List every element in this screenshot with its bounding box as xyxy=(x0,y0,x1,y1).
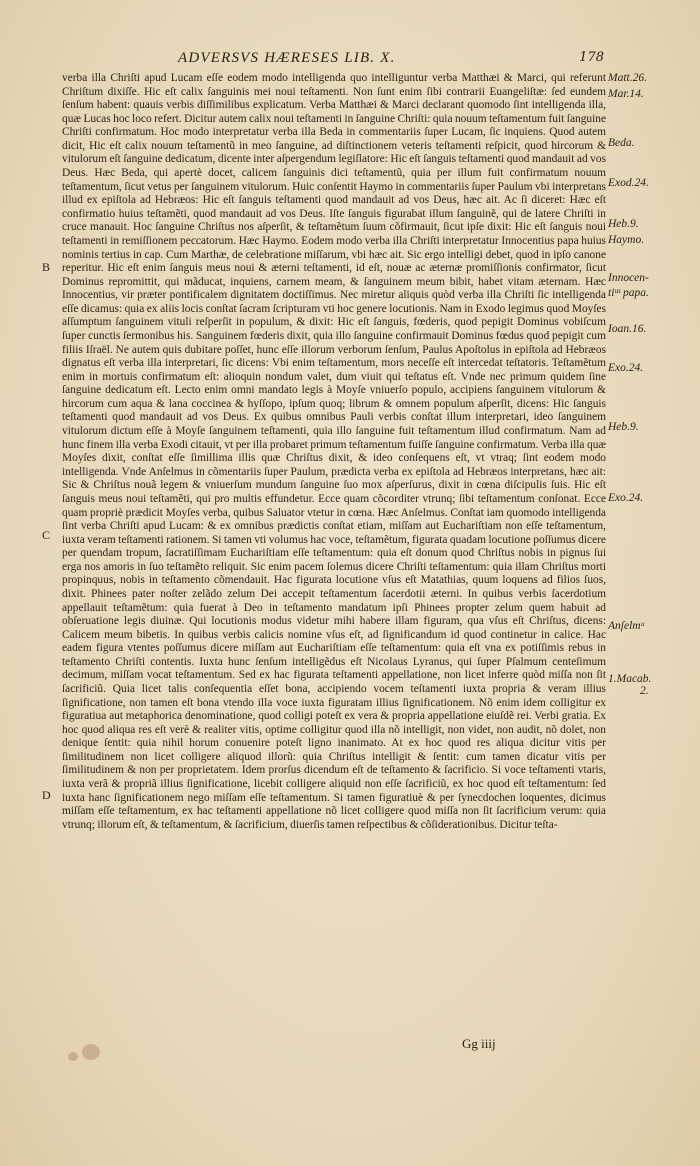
page-header xyxy=(150,50,620,70)
margin-note-innocentius: Innocen- xyxy=(608,272,649,284)
margin-note-macab-2: 2. xyxy=(640,685,649,697)
running-title: ADVERSVS HÆRESES LIB. X. xyxy=(178,50,396,66)
margin-note-haymo: Haymo. xyxy=(608,234,645,246)
margin-note-beda: Beda. xyxy=(608,137,635,149)
margin-note-exod: Exod.24. xyxy=(608,177,649,189)
body-text xyxy=(62,72,606,1032)
signature-mark: Gg iiij xyxy=(462,1036,496,1051)
margin-note-exo: Exo.24. xyxy=(608,362,644,374)
main-paragraph: verba illa Chriſti apud Lucam eſſe eodem modo intelligenda quo intelliguntur verba Matthæi & Marci, qui referunt Chriſtum dixiſſe. Hic eſt calix ſanguinis mei noui teſtamenti. Non ſunt enim ſibi contrarii Euangeliſtæ: ſed eundem ſenſum habent: quauis verbis diſſimilibus explicatum. Verba Matthæi & Marci declarant quomodo ſint intelligenda illa, quæ Lucas hoc loco refert. Dicitur autem calix noui teſtamenti in ſanguine Chriſti: quia nouum teſtamentum fuit ſanguine Chriſti confirmatum. Hoc modo interpretatur verba illa Beda in commentariis ſuper Lucam, ſic inquiens. Quod autem dicit, Hic eſt calix nouum teſtamentũ in meo ſanguine, ad diſtinctionem veteris teſtamenti reſpicit, quod hircorum & vitulorum eſt ſanguine dedicatum, dicente inter aſpergendum legiſlatore: Hic eſt ſanguis teſtamenti quod mandauit ad vos Deus. Hæc Beda, qui apertè docet, calicem ſanguinis dici teſtamentũ, quia per illum fuit confirmatum nouum teſtamentum, ſicut vetus per ſanguinem vitulorum. Huic conſentit Haymo in commentariis ſuper Paulum vbi interpretans illud ex epiſtola ad Hebræos: Hic eſt ſanguis teſtamenti quod mandauit ad vos Deus, hæc ait. Ac ſi diceret: Hæc eſt confirmatio huius teſtamẽti, quod mandauit ad vos Deus. Iſte ſanguis figurabat illum ſanguinẽ, qui de latere Chriſti in cruce manauit. Hoc ſanguine Chriſtus nos aſperſit, & teſtamẽtum ſuum cõfirmauit, ſicut ipſe dixit: Hic eſt ſanguis noui teſtamenti in remiſſionem peccatorum. Hæc Haymo. Eodem modo verba illa Chriſti interpretatur Innocentius papa huius nominis tertius in cap. Cum Marthæ, de celebratione miſſarum, vbi hæc ait. Sic ergo intelligi debet, quod in ipſo canone reperitur. Hic eſt enim ſanguis meus noui & æterni teſtamenti, id eſt, nouæ ac æternæ promiſſionis confirmator, ſicut Dominus repromittit, qui mãducat, inquiens, carnem meam, & ſanguinem meum bibit, habet vitam æternam. Hæc Innocentius, vir præter pontificalem dignitatem doctiſſimus. Nec miretur aliquis quòd verba illa Chriſti ſic intelligenda eſſe dicamus: quia ex aliis locis conſtat ſacram ſcripturam vti hoc genere locutionis. Nam in Exodo legimus quod Moyſes aſſumptum ſanguinem vituli reſperſit in populum, & dixit: Hic eſt ſanguis, fœderis, quod pepigit Dominus vobiſcum ſuper cunctis ſermonibus his. Sanguinem fœderis dixit, quia illo ſanguine confirmauit Dominus fœdus quod pepigit cum filiis Iſraël. Ne autem quis dubitare poſſet, hunc eſſe illorum verborum ſenſum, Paulus Apoſtolus in epiſtola ad Hebræos dignatus eſt verba illa interpretari, ſic dicens: Vbi enim teſtamentum, mors neceſſe eſt intercedat teſtatoris. Teſtamẽtum enim in mortuis confirmatum eſt: alioquin nondum valet, dum viuit qui teſtatus eſt. Vnde nec primum quidem ſine ſanguine dedicatum eſt. Lecto enim omni mandato legis à Moyſe vniuerſo populo, accipiens ſanguinem vitulorum & hircorum cum aqua & lana coccinea & hyſſopo, ipſum quoq; librum & omnem populum aſperſit, dicens: Hic ſanguis teſtamenti quod mandauit ad vos Deus. Ex quibus omnibus Pauli verbis conſtat illum interpretari, ideo ſanguinem vitulorum dictum eſſe à Moyſe ſanguinem teſtamenti, quia illo ſanguine fuit teſtamentum illud confirmatum. Nam ad hunc finem illa verba Exodi citauit, vt per illa probaret primum teſtamentum fuiſſe ſanguine confirmatum. Verba illa quæ Moyſes dixit, conſtat eſſe ſimillima illis quæ Chriſtus dixit, & ideo conſequens eſt, vt vtraq; ſint eodem modo intelligenda. Vnde Anſelmus in cõmentariis ſuper Paulum, prædicta verba ex epiſtola ad Hebræos interpretans, hæc ait: Sic & Chriſtus nouã legem & vniuerſum mundum ſanguine ſuo mox aſperſurus, dixit in cœna diſcipulis ſuis. Hic eſt ſanguis meus noui teſtamẽti, qui pro multis effundetur. Ecce quam cõcorditer vtrunq; ſibi teſtamentum conſonat. Ecce quam propriè prædicit Moyſes verba, quibus Saluator vtetur in cœna. Hæc Anſelmus. Conſtat iam quomodo intelligenda ſint verba Chriſti apud Lucam: & ex omnibus prædictis conſtat etiam, miſſam aut Euchariſtiam non eſſe teſtamentum, iuxta veram teſtamenti rationem. Si tamen vti volumus hac voce, teſtamẽtum, figurata quadam locutione poſſumus dicere per quendam tropum, ſacratiſſimam Euchariſtiam eſſe teſtamentum: quia eſt donum quod Chriſtus nobis in pignus ſui erga nos amoris in ſuo teſtamẽto reliquit. Sic enim pacem ſolemus dicere Chriſti teſtamentum: quia illam Chriſtus morti propinquus, nobis in teſtamento cõmendauit. Hac figurata locutione vſus eſt Matathias, quum loquens ad filios ſuos, dixit. Phinees pater noſter zelãdo zelum Dei accepit teſtamentum ſacerdotii æterni. In quibus verbis ſacerdotium appellauit teſtamẽtum: quia fuerat à Deo in teſtamento mandatum ipſi Phinees propter zelum quem habuit ad obſeruatione legis diuinæ. Qui locutionis modus videtur mihi habere illam figuram, qua vſus eſt Chriſtus, dicens: Calicem meum bibetis. In quibus verbis calicis nomine vſus eſt, ad ſignificandum id quod continetur in calice. Hac eadem figura vtentes poſſumus dicere miſſam aut Euchariſtiam eſſe teſtamentum: quia eſt vna ex potiſſimis rebus in teſtamento Chriſti contentis. Iuxta hunc ſenſum intelligẽdus eſt Nicolaus Lyranus, qui ſuper Pſalmum centeſimum decimum, miſſam vocat teſtamentum. Sed ex hac figurata teſtamenti appellatione, non licet inferre quòd miſſa non ſit ſacrificiũ. Quia licet talis conſequentia eſſet bona, accipiendo vocem teſtamenti iuxta propria & veram illius ſignificatione, non tamen eſt bona vtendo illa voce iuxta figuratam illius ſignificationem. Nõ enim idem colligitur ex figuratiua aut metaphorica denominatione, quod colligi poteſt ex vera & propria appellatione eiuſdẽ rei. Verbi gratia. Ex hoc quod aliqua res eſt verè & realiter vitis, optime colligitur quod illa nõ intelligit, non videt, non audit, nõ dolet, non denique ſentit: quia nihil horum conuenire poteſt ligno inanimato. At ex hoc quod res aliqua dicitur vitis per ſimilitudinem non licet colligere aliquod illorũ: quia Chriſtus intelligit & ſentit: cum tamen dicatur vitis per ſimilitudinem & non per proprietatem. Idem prorſus dicendum eſt de teſtamento & ſacrificio. Si voce teſtamenti vtaris, iuxta verã & propriã illius ſignificatione, licebit colligere aliquid non eſſe ſacrificiũ, ex hoc quod eſt teſtamentum: ſed iuxta hanc ſignificationem nego miſſam eſſe teſtamentum. Si tamen figuratiuè & per ſynecdochen loquentes, dicimus miſſam eſſe teſtamentum, ex hac teſtamenti appellatione nõ licet colligere quod miſſa non ſit ſacrificium verum: quia vtrunq; illorum eſt, & teſtamentum, & ſacrificium, diuerſis tamen reſpectibus & cõſiderationibus. Dicitur teſta- xyxy=(62,72,606,831)
margin-note-anselmus: Anſelmᵘ xyxy=(608,620,644,632)
margin-note-papa: tiᵘˢ papa. xyxy=(608,287,649,299)
section-letter-d: D xyxy=(42,788,51,802)
margin-note-heb: Heb.9. xyxy=(608,218,639,230)
margin-note-ioan: Ioan.16. xyxy=(608,323,647,335)
stain-spot xyxy=(68,1052,78,1061)
stain-spot xyxy=(82,1044,100,1060)
margin-note-heb-2: Heb.9. xyxy=(608,421,639,433)
folio-number: 178 xyxy=(579,50,604,65)
margin-note-mar: Mar.14. xyxy=(608,88,644,100)
section-letter-c: C xyxy=(42,528,51,542)
margin-note-exo-2: Exo.24. xyxy=(608,492,644,504)
margin-note-matt: Matt.26. xyxy=(608,72,647,84)
margin-note-macab: 1.Macab. xyxy=(608,673,652,685)
section-letter-b: B xyxy=(42,260,51,274)
